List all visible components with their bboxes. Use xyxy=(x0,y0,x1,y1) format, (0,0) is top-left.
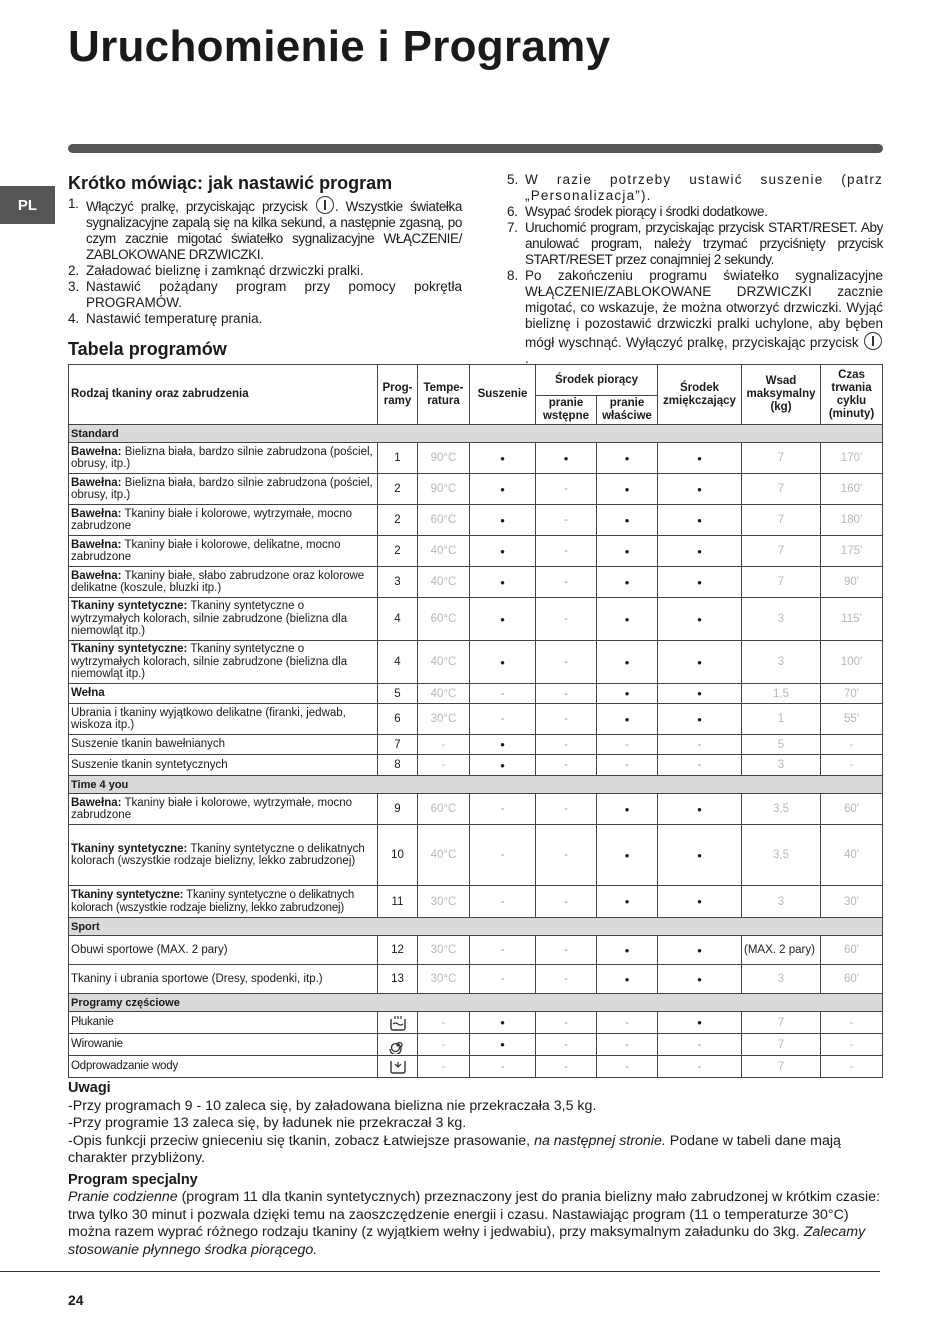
program-number: 10 xyxy=(378,825,418,886)
table-row xyxy=(69,1012,883,1034)
drying-cell: - xyxy=(470,825,536,886)
table-row xyxy=(69,704,883,735)
notes xyxy=(68,1080,883,1259)
softener-cell: • xyxy=(658,443,742,474)
table-row xyxy=(69,567,883,598)
program-number: 6 xyxy=(378,704,418,735)
drying-cell: • xyxy=(470,641,536,684)
note-line: -Opis funkcji przeciw gnieceniu się tkanin, zobacz Łatwiejsze prasowanie, na następnej stronie. Podane w tabeli dane mają charakter przybliżony. xyxy=(68,1132,841,1166)
maxload-cell: 7 xyxy=(742,536,821,567)
mainwash-cell: - xyxy=(597,1056,658,1078)
maxload-cell: 7 xyxy=(742,1056,821,1078)
program-number: 4 xyxy=(378,598,418,641)
drying-cell: • xyxy=(470,735,536,755)
mainwash-cell: • xyxy=(597,598,658,641)
maxload-cell: 3,5 xyxy=(742,825,821,886)
temperature-cell: 60°C xyxy=(418,598,470,641)
fabric-description: Tkaniny syntetyczne: Tkaniny syntetyczne o wytrzymałych kolorach, silnie zabrudzone (bielizna dla niemowląt itp.) xyxy=(69,598,378,641)
header-maxload: Wsad maksymalny (kg) xyxy=(742,365,821,425)
program-table-title: Tabela programów xyxy=(68,339,227,359)
duration-cell: 175' xyxy=(821,536,883,567)
softener-cell: • xyxy=(658,598,742,641)
step-1: 1. Włączyć pralkę, przyciskając przycisk . Wszystkie światełka sygnalizacyjne zapalą się na kilka sekund, a następnie zgasną, po czym zacznie migotać światełko sygnalizacyjne WŁĄCZENIE/ ZABLOKOWANE DRZWICZKI. xyxy=(68,196,462,262)
prewash-cell: - xyxy=(536,598,597,641)
prewash-cell: - xyxy=(536,936,597,965)
mainwash-cell: - xyxy=(597,735,658,755)
section-label: Time 4 you xyxy=(69,776,883,794)
rinse-icon xyxy=(378,1012,418,1034)
mainwash-cell: • xyxy=(597,684,658,704)
maxload-cell: (MAX. 2 pary) xyxy=(742,936,821,965)
temperature-cell: - xyxy=(418,1012,470,1034)
header-duration: Czas trwania cyklu (minuty) xyxy=(821,365,883,425)
table-row xyxy=(69,505,883,536)
table-row xyxy=(69,936,883,965)
table-row xyxy=(69,965,883,994)
mainwash-cell: • xyxy=(597,505,658,536)
quick-guide-left xyxy=(68,172,462,327)
prewash-cell: - xyxy=(536,474,597,505)
drying-cell: - xyxy=(470,936,536,965)
mainwash-cell: • xyxy=(597,886,658,918)
maxload-cell: 7 xyxy=(742,1012,821,1034)
temperature-cell: 40°C xyxy=(418,567,470,598)
prewash-cell: - xyxy=(536,735,597,755)
maxload-cell: 7 xyxy=(742,443,821,474)
mainwash-cell: • xyxy=(597,567,658,598)
drying-cell: - xyxy=(470,886,536,918)
section-row xyxy=(69,994,883,1012)
mainwash-cell: • xyxy=(597,965,658,994)
fabric-description: Obuwi sportowe (MAX. 2 pary) xyxy=(69,936,378,965)
temperature-cell: 30°C xyxy=(418,704,470,735)
table-row xyxy=(69,536,883,567)
maxload-cell: 7 xyxy=(742,505,821,536)
mainwash-cell: • xyxy=(597,474,658,505)
softener-cell: • xyxy=(658,794,742,825)
maxload-cell: 3,5 xyxy=(742,794,821,825)
temperature-cell: 40°C xyxy=(418,536,470,567)
section-label: Programy częściowe xyxy=(69,994,883,1012)
softener-cell: • xyxy=(658,886,742,918)
spin-icon xyxy=(378,1034,418,1056)
header-temperature: Tempe-ratura xyxy=(418,365,470,425)
fabric-description: Odprowadzanie wody xyxy=(69,1056,378,1078)
mainwash-cell: - xyxy=(597,1012,658,1034)
table-row xyxy=(69,684,883,704)
duration-cell: 100' xyxy=(821,641,883,684)
softener-cell: - xyxy=(658,1056,742,1078)
duration-cell: 55' xyxy=(821,704,883,735)
softener-cell: • xyxy=(658,641,742,684)
title-divider xyxy=(68,144,883,153)
drying-cell: • xyxy=(470,505,536,536)
fabric-description: Wirowanie xyxy=(69,1034,378,1056)
maxload-cell: 5 xyxy=(742,735,821,755)
temperature-cell: 30°C xyxy=(418,965,470,994)
mainwash-cell: • xyxy=(597,443,658,474)
softener-cell: - xyxy=(658,735,742,755)
mainwash-cell: - xyxy=(597,755,658,776)
duration-cell: 170' xyxy=(821,443,883,474)
fabric-description: Bawełna: Tkaniny białe i kolorowe, wytrzymałe, mocno zabrudzone xyxy=(69,794,378,825)
table-row xyxy=(69,735,883,755)
section-row xyxy=(69,425,883,443)
quick-guide-heading: Krótko mówiąc: jak nastawić program xyxy=(68,173,393,193)
step-2: 2. Załadować bieliznę i zamknąć drzwiczki pralki. xyxy=(68,263,364,278)
duration-cell: 115' xyxy=(821,598,883,641)
footer-divider xyxy=(0,1271,880,1272)
section-label: Sport xyxy=(69,918,883,936)
prewash-cell: - xyxy=(536,825,597,886)
section-label: Standard xyxy=(69,425,883,443)
duration-cell: - xyxy=(821,735,883,755)
fabric-description: Suszenie tkanin syntetycznych xyxy=(69,755,378,776)
fabric-description: Bawełna: Tkaniny białe i kolorowe, delikatne, mocno zabrudzone xyxy=(69,536,378,567)
drying-cell: - xyxy=(470,794,536,825)
table-row xyxy=(69,886,883,918)
temperature-cell: 90°C xyxy=(418,443,470,474)
header-program: Prog-ramy xyxy=(378,365,418,425)
temperature-cell: - xyxy=(418,735,470,755)
fabric-description: Tkaniny syntetyczne: Tkaniny syntetyczne o delikatnych kolorach (wszystkie rodzaje bielizny, lekko zabrudzonej) xyxy=(69,825,378,886)
prewash-cell: - xyxy=(536,684,597,704)
drying-cell: • xyxy=(470,536,536,567)
table-row xyxy=(69,443,883,474)
note-line: -Przy programach 9 - 10 zaleca się, by załadowana bielizna nie przekraczała 3,5 kg. xyxy=(68,1097,597,1114)
temperature-cell: 40°C xyxy=(418,641,470,684)
step-4: 4. Nastawić temperaturę prania. xyxy=(68,311,263,326)
duration-cell: - xyxy=(821,755,883,776)
temperature-cell: - xyxy=(418,1056,470,1078)
program-number: 8 xyxy=(378,755,418,776)
duration-cell: - xyxy=(821,1034,883,1056)
program-number: 2 xyxy=(378,536,418,567)
program-number: 2 xyxy=(378,505,418,536)
section-row xyxy=(69,776,883,794)
fabric-description: Tkaniny syntetyczne: Tkaniny syntetyczne o delikatnych kolorach (wszystkie rodzaje bielizny, lekko zabrudzonej) xyxy=(69,886,378,918)
prewash-cell: - xyxy=(536,794,597,825)
fabric-description: Tkaniny i ubrania sportowe (Dresy, spodenki, itp.) xyxy=(69,965,378,994)
drain-icon xyxy=(378,1056,418,1078)
duration-cell: 180' xyxy=(821,505,883,536)
mainwash-cell: • xyxy=(597,794,658,825)
temperature-cell: 30°C xyxy=(418,886,470,918)
program-number: 1 xyxy=(378,443,418,474)
program-number: 13 xyxy=(378,965,418,994)
prewash-cell: - xyxy=(536,1034,597,1056)
power-icon xyxy=(864,332,882,350)
prewash-cell: • xyxy=(536,443,597,474)
prewash-cell: - xyxy=(536,886,597,918)
drying-cell: - xyxy=(470,1056,536,1078)
table-row xyxy=(69,641,883,684)
mainwash-cell: • xyxy=(597,704,658,735)
section-row xyxy=(69,918,883,936)
prewash-cell: - xyxy=(536,755,597,776)
mainwash-cell: • xyxy=(597,536,658,567)
temperature-cell: - xyxy=(418,755,470,776)
drying-cell: • xyxy=(470,1012,536,1034)
program-number: 3 xyxy=(378,567,418,598)
softener-cell: • xyxy=(658,936,742,965)
softener-cell: • xyxy=(658,505,742,536)
table-row xyxy=(69,1056,883,1078)
page-number: 24 xyxy=(68,1292,84,1308)
header-mainwash: pranie właściwe xyxy=(597,396,658,425)
prewash-cell: - xyxy=(536,536,597,567)
duration-cell: 60' xyxy=(821,794,883,825)
program-number: 4 xyxy=(378,641,418,684)
prewash-cell: - xyxy=(536,567,597,598)
mainwash-cell: • xyxy=(597,641,658,684)
softener-cell: • xyxy=(658,965,742,994)
program-number: 11 xyxy=(378,886,418,918)
step-5: 5. W razie potrzeby ustawić suszenie (patrz „Personalizacja”). xyxy=(507,172,883,203)
fabric-description: Bawełna: Bielizna biała, bardzo silnie zabrudzona (pościel, obrusy, itp.) xyxy=(69,443,378,474)
maxload-cell: 3 xyxy=(742,755,821,776)
mainwash-cell: • xyxy=(597,825,658,886)
duration-cell: - xyxy=(821,1056,883,1078)
maxload-cell: 7 xyxy=(742,1034,821,1056)
language-tab: PL xyxy=(0,186,55,224)
temperature-cell: 40°C xyxy=(418,684,470,704)
program-number: 12 xyxy=(378,936,418,965)
drying-cell: - xyxy=(470,684,536,704)
maxload-cell: 7 xyxy=(742,567,821,598)
drying-cell: • xyxy=(470,443,536,474)
temperature-cell: 60°C xyxy=(418,794,470,825)
temperature-cell: - xyxy=(418,1034,470,1056)
mainwash-cell: - xyxy=(597,1034,658,1056)
drying-cell: • xyxy=(470,1034,536,1056)
program-number: 9 xyxy=(378,794,418,825)
softener-cell: • xyxy=(658,536,742,567)
softener-cell: - xyxy=(658,1034,742,1056)
maxload-cell: 1 xyxy=(742,704,821,735)
fabric-description: Bawełna: Tkaniny białe i kolorowe, wytrzymałe, mocno zabrudzone xyxy=(69,505,378,536)
temperature-cell: 30°C xyxy=(418,936,470,965)
duration-cell: 60' xyxy=(821,936,883,965)
special-program-heading: Program specjalny xyxy=(68,1171,198,1188)
temperature-cell: 40°C xyxy=(418,825,470,886)
maxload-cell: 3 xyxy=(742,886,821,918)
softener-cell: • xyxy=(658,704,742,735)
prewash-cell: - xyxy=(536,1012,597,1034)
softener-cell: - xyxy=(658,755,742,776)
duration-cell: 70' xyxy=(821,684,883,704)
temperature-cell: 60°C xyxy=(418,505,470,536)
header-prewash: pranie wstępne xyxy=(536,396,597,425)
program-number: 2 xyxy=(378,474,418,505)
program-number: 7 xyxy=(378,735,418,755)
program-table xyxy=(68,364,883,1078)
fabric-description: Tkaniny syntetyczne: Tkaniny syntetyczne o wytrzymałych kolorach, silnie zabrudzone (bielizna dla niemowląt itp.) xyxy=(69,641,378,684)
temperature-cell: 90°C xyxy=(418,474,470,505)
maxload-cell: 3 xyxy=(742,965,821,994)
softener-cell: • xyxy=(658,567,742,598)
duration-cell: 90' xyxy=(821,567,883,598)
drying-cell: • xyxy=(470,598,536,641)
prewash-cell: - xyxy=(536,965,597,994)
duration-cell: 160' xyxy=(821,474,883,505)
fabric-description: Suszenie tkanin bawełnianych xyxy=(69,735,378,755)
maxload-cell: 1,5 xyxy=(742,684,821,704)
softener-cell: • xyxy=(658,825,742,886)
fabric-description: Bawełna: Bielizna biała, bardzo silnie zabrudzona (pościel, obrusy, itp.) xyxy=(69,474,378,505)
maxload-cell: 3 xyxy=(742,598,821,641)
header-drying: Suszenie xyxy=(470,365,536,425)
page-title: Uruchomienie i Programy xyxy=(68,22,611,71)
quick-guide-right xyxy=(507,172,883,367)
maxload-cell: 3 xyxy=(742,641,821,684)
duration-cell: 60' xyxy=(821,965,883,994)
prewash-cell: - xyxy=(536,641,597,684)
step-3: 3. Nastawić pożądany program przy pomocy pokrętła PROGRAMÓW. xyxy=(68,279,462,310)
header-detergent: Środek piorący xyxy=(536,365,658,396)
duration-cell: 30' xyxy=(821,886,883,918)
power-icon xyxy=(316,196,334,214)
program-number: 5 xyxy=(378,684,418,704)
table-row xyxy=(69,598,883,641)
prewash-cell: - xyxy=(536,505,597,536)
header-fabric: Rodzaj tkaniny oraz zabrudzenia xyxy=(69,365,378,425)
fabric-description: Ubrania i tkaniny wyjątkowo delikatne (firanki, jedwab, wiskoza itp.) xyxy=(69,704,378,735)
special-program-text: Pranie codzienne (program 11 dla tkanin syntetycznych) przeznaczony jest do prania bielizny mało zabrudzonej w krótkim czasie: trwa tylko 30 minut i pozwala dzięki temu na zaoszczędzenie energii i czasu. Nastawiając program (11 o temperaturze 30°C) można razem wyprać różnego rodzaju tkaniny (z wyjątkiem wełny i jedwabiu), przy maksymalnym załadunku do 3kg. Zalecamy stosowanie płynnego środka piorącego. xyxy=(68,1189,880,1258)
prewash-cell: - xyxy=(536,1056,597,1078)
softener-cell: • xyxy=(658,474,742,505)
table-row xyxy=(69,474,883,505)
fabric-description: Płukanie xyxy=(69,1012,378,1034)
drying-cell: • xyxy=(470,474,536,505)
table-row xyxy=(69,794,883,825)
drying-cell: • xyxy=(470,755,536,776)
notes-heading: Uwagi xyxy=(68,1080,111,1096)
table-row xyxy=(69,825,883,886)
step-7: 7. Uruchomić program, przyciskając przycisk START/RESET. Aby anulować program, należy trzymać przyciśnięty przycisk START/RESET przez conajmniej 2 sekundy. xyxy=(507,220,883,267)
table-row xyxy=(69,755,883,776)
step-6: 6. Wsypać środek piorący i środki dodatkowe. xyxy=(507,204,768,219)
fabric-description: Bawełna: Tkaniny białe, słabo zabrudzone oraz kolorowe delikatne (koszule, bluzki itp.) xyxy=(69,567,378,598)
step-8: 8. Po zakończeniu programu światełko sygnalizacyjne WŁĄCZENIE/ZABLOKOWANE DRZWICZKI zacznie migotać, co wskazuje, że można otworzyć drzwiczki. Wyjąć bieliznę i pozostawić drzwiczki pralki uchylone, aby bęben mógł wyschnąć. Wyłączyć pralkę, przyciskając przycisk . xyxy=(507,268,883,366)
note-line: -Przy programie 13 zaleca się, by ładunek nie przekraczał 3 kg. xyxy=(68,1115,467,1131)
header-softener: Środek zmiękczający xyxy=(658,365,742,425)
fabric-description: Wełna xyxy=(69,684,378,704)
duration-cell: 40' xyxy=(821,825,883,886)
drying-cell: • xyxy=(470,567,536,598)
prewash-cell: - xyxy=(536,704,597,735)
softener-cell: • xyxy=(658,684,742,704)
drying-cell: - xyxy=(470,704,536,735)
drying-cell: - xyxy=(470,965,536,994)
table-row xyxy=(69,1034,883,1056)
mainwash-cell: • xyxy=(597,936,658,965)
maxload-cell: 7 xyxy=(742,474,821,505)
duration-cell: - xyxy=(821,1012,883,1034)
softener-cell: • xyxy=(658,1012,742,1034)
